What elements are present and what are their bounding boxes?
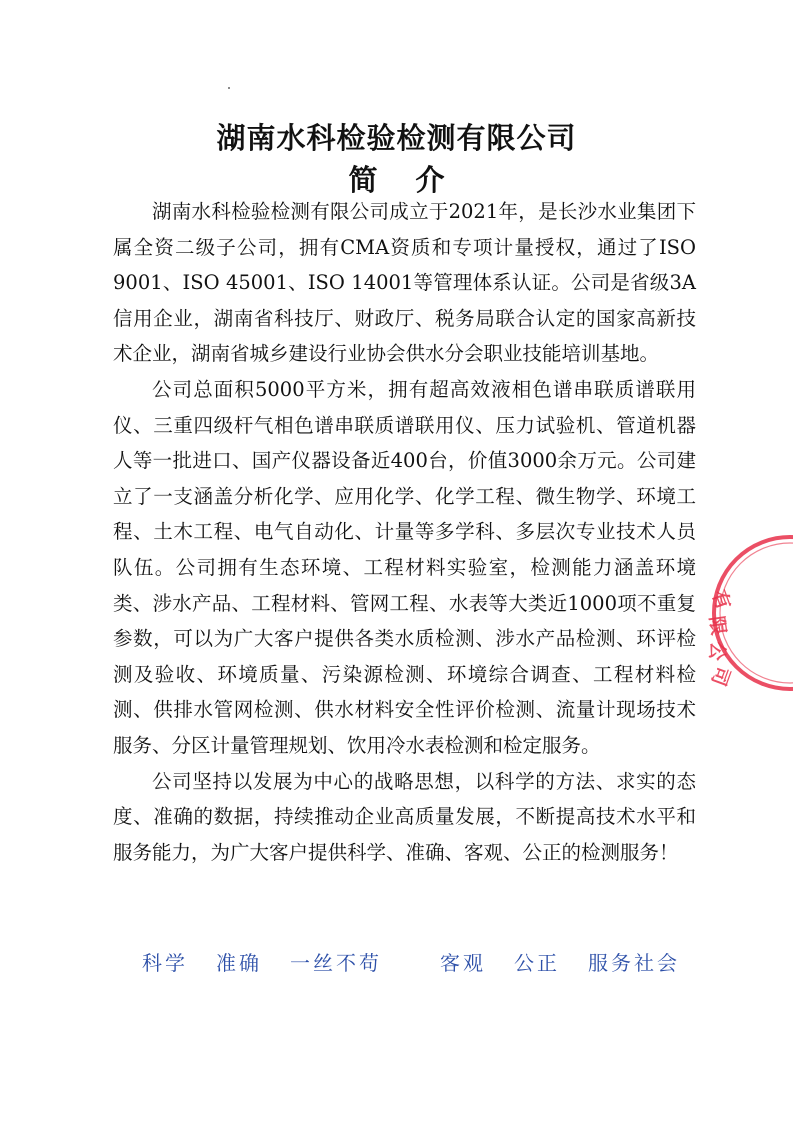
svg-text:公: 公 [705,640,729,662]
document-title: 湖南水科检验检测有限公司 [216,121,577,155]
paragraph-company-overview: 湖南水科检验检测有限公司成立于2021年，是长沙水业集团下属全资二级子公司，拥有CMA资质和专项计量授权，通过了ISO 9001、ISO 45001、ISO 14001等管理体系认证。公司是省级3A信用企业，湖南省科技厅、财政厅、税务局联合认定的国家高新技术企业，湖南省城乡建设行业协会供水分会职业技能培训基地。 [113,200,696,366]
slogan-item: 科学 [142,951,188,975]
scan-speck [228,87,230,89]
slogan-item: 服务社会 [588,951,680,975]
svg-text:限: 限 [705,614,730,637]
svg-text:司: 司 [706,663,734,689]
slogan-item: 准确 [216,951,262,975]
seal-outer-ring [714,537,793,689]
svg-text:有: 有 [707,587,735,613]
document-body [113,194,696,870]
document-subtitle: 简介 [348,163,483,197]
slogan-right [440,947,680,976]
slogan-item: 一丝不苟 [290,951,382,975]
slogan-left [142,947,382,976]
paragraph-capabilities: 公司总面积5000平方米，拥有超高效液相色谱串联质谱联用仪、三重四级杆气相色谱串联质谱联用仪、压力试验机、管道机器人等一批进口、国产仪器设备近400台，价值3000余万元。公司建立了一支涵盖分析化学、应用化学、化学工程、微生物学、环境工程、土木工程、电气自动化、计量等多学科、多层次专业技术人员队伍。公司拥有生态环境、工程材料实验室，检测能力涵盖环境类、涉水产品、工程材料、管网工程、水表等大类近1000项不重复参数，可以为广大客户提供各类水质检测、涉水产品检测、环评检测及验收、环境质量、污染源检测、环境综合调查、工程材料检测、供排水管网检测、供水材料安全性评价检测、流量计现场技术服务、分区计量管理规划、饮用冷水表检测和检定服务。 [113,377,696,757]
company-seal-stamp [690,533,793,693]
seal-graphic [690,533,793,693]
slogan-item: 客观 [440,951,486,975]
paragraph-mission: 公司坚持以发展为中心的战略思想，以科学的方法、求实的态度、准确的数据，持续推动企业高质量发展，不断提高技术水平和服务能力，为广大客户提供科学、准确、客观、公正的检测服务！ [113,769,696,864]
slogan-item: 公正 [514,951,560,975]
